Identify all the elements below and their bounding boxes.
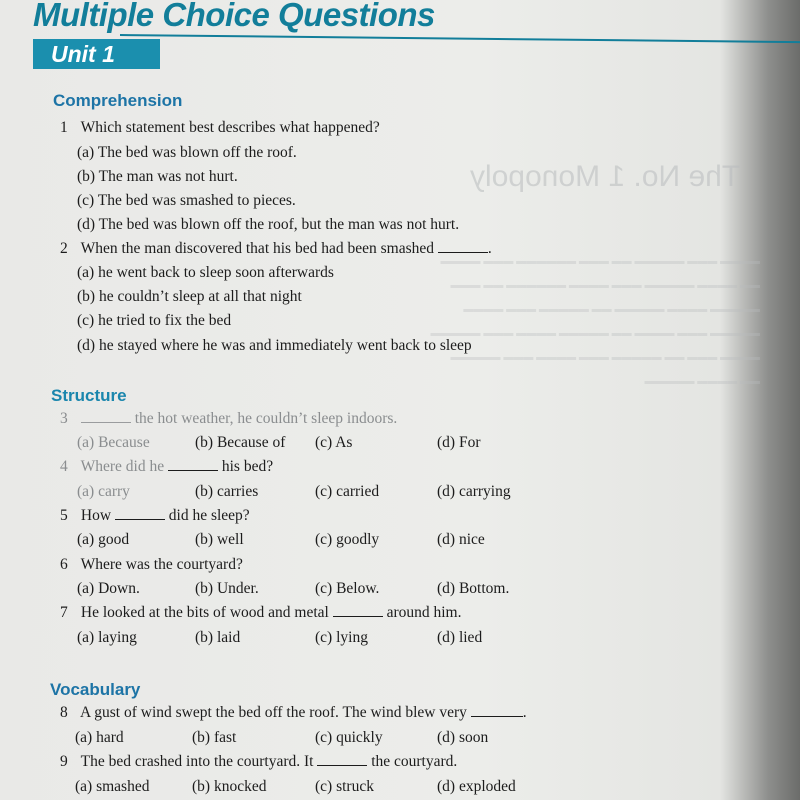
question-7: 7 He looked at the bits of wood and metal around him.: [60, 604, 462, 621]
q7-option-b: (b) laid: [195, 629, 241, 646]
q2-option-b: (b) he couldn’t sleep at all that night: [77, 288, 302, 305]
q9-option-d: (d) exploded: [437, 778, 516, 795]
q3-option-d: (d) For: [437, 434, 481, 451]
answer-blank: [471, 704, 523, 717]
answer-blank: [438, 240, 488, 253]
answer-blank: [317, 753, 367, 766]
title-rule: [120, 34, 800, 43]
q9-option-b: (b) knocked: [192, 778, 267, 795]
answer-blank: [115, 507, 165, 520]
q5-option-c: (c) goodly: [315, 531, 380, 548]
q4-option-b: (b) carries: [195, 483, 259, 500]
question-3: 3 the hot weather, he couldn’t sleep indoors.: [60, 410, 398, 427]
q3-option-c: (c) As: [315, 434, 353, 451]
q6-option-d: (d) Bottom.: [437, 580, 510, 597]
q8-option-a: (a) hard: [75, 729, 124, 746]
q6-option-a: (a) Down.: [77, 580, 140, 597]
q4-option-a: (a) carry: [77, 483, 130, 500]
q6-option-b: (b) Under.: [195, 580, 259, 597]
q1-option-b: (b) The man was not hurt.: [77, 168, 238, 185]
comprehension-heading: Comprehension: [53, 91, 183, 110]
show-through-lines: ▬▬▬▬ ▬▬▬ ▬▬▬▬▬ ▬▬ ▬▬▬ ▬▬▬▬▬▬ ▬▬▬ ▬▬▬▬ ▬▬ ▬▬▬▬ ▬▬▬▬▬ ▬▬▬ ▬▬▬▬ ▬▬▬▬▬▬ ▬▬ ▬▬▬ ▬▬▬▬▬ ▬▬▬▬ ▬▬▬▬▬ ▬▬ ▬▬▬▬▬ ▬▬▬ ▬▬▬▬ ▬▬▬▬▬ ▬▬▬ ▬▬▬▬ ▬▬ ▬▬▬▬▬ ▬▬▬▬ ▬▬▬ ▬▬▬▬▬ ▬▬▬▬ ▬▬▬ ▬▬ ▬▬▬▬▬ ▬▬▬ ▬▬▬▬ ▬▬▬ ▬▬▬▬▬ ▬▬ ▬▬▬▬ ▬▬▬▬▬: [430, 256, 760, 387]
q6-option-c: (c) Below.: [315, 580, 380, 597]
question-8: 8 A gust of wind swept the bed off the roof. The wind blew very .: [60, 704, 527, 721]
q3-option-a: (a) Because: [77, 434, 150, 451]
q3-option-b: (b) Because of: [195, 434, 286, 451]
answer-blank: [168, 458, 218, 471]
q1-option-d: (d) The bed was blown off the roof, but the man was not hurt.: [77, 216, 460, 233]
q2-option-d: (d) he stayed where he was and immediately went back to sleep: [77, 337, 472, 354]
question-9: 9 The bed crashed into the courtyard. It the courtyard.: [60, 753, 458, 770]
q9-option-c: (c) struck: [315, 778, 374, 795]
question-6: 6 Where was the courtyard?: [60, 556, 243, 573]
q8-option-c: (c) quickly: [315, 729, 383, 746]
structure-heading: Structure: [51, 386, 127, 405]
q4-option-c: (c) carried: [315, 483, 380, 500]
q8-option-b: (b) fast: [192, 729, 237, 746]
q7-option-d: (d) lied: [437, 629, 483, 646]
q5-option-b: (b) well: [195, 531, 244, 548]
question-4: 4 Where did he his bed?: [60, 458, 274, 475]
q1-option-a: (a) The bed was blown off the roof.: [77, 144, 297, 161]
q1-option-c: (c) The bed was smashed to pieces.: [77, 192, 296, 209]
question-2: 2 When the man discovered that his bed had been smashed .: [60, 240, 492, 257]
show-through-heading: The No. 1 Monopoly: [470, 160, 741, 193]
q7-option-a: (a) laying: [77, 629, 137, 646]
page-title: Multiple Choice Questions: [33, 0, 435, 33]
unit-label: Unit 1: [33, 39, 160, 69]
q4-option-d: (d) carrying: [437, 483, 511, 500]
question-1: 1 Which statement best describes what happened?: [60, 119, 380, 136]
question-5: 5 How did he sleep?: [60, 507, 250, 524]
q2-option-a: (a) he went back to sleep soon afterwards: [77, 264, 334, 281]
q2-option-c: (c) he tried to fix the bed: [77, 312, 232, 329]
q8-option-d: (d) soon: [437, 729, 489, 746]
q5-option-d: (d) nice: [437, 531, 485, 548]
q5-option-a: (a) good: [77, 531, 130, 548]
q7-option-c: (c) lying: [315, 629, 368, 646]
q9-option-a: (a) smashed: [75, 778, 150, 795]
answer-blank: [81, 410, 131, 423]
vocabulary-heading: Vocabulary: [50, 680, 141, 699]
answer-blank: [333, 604, 383, 617]
